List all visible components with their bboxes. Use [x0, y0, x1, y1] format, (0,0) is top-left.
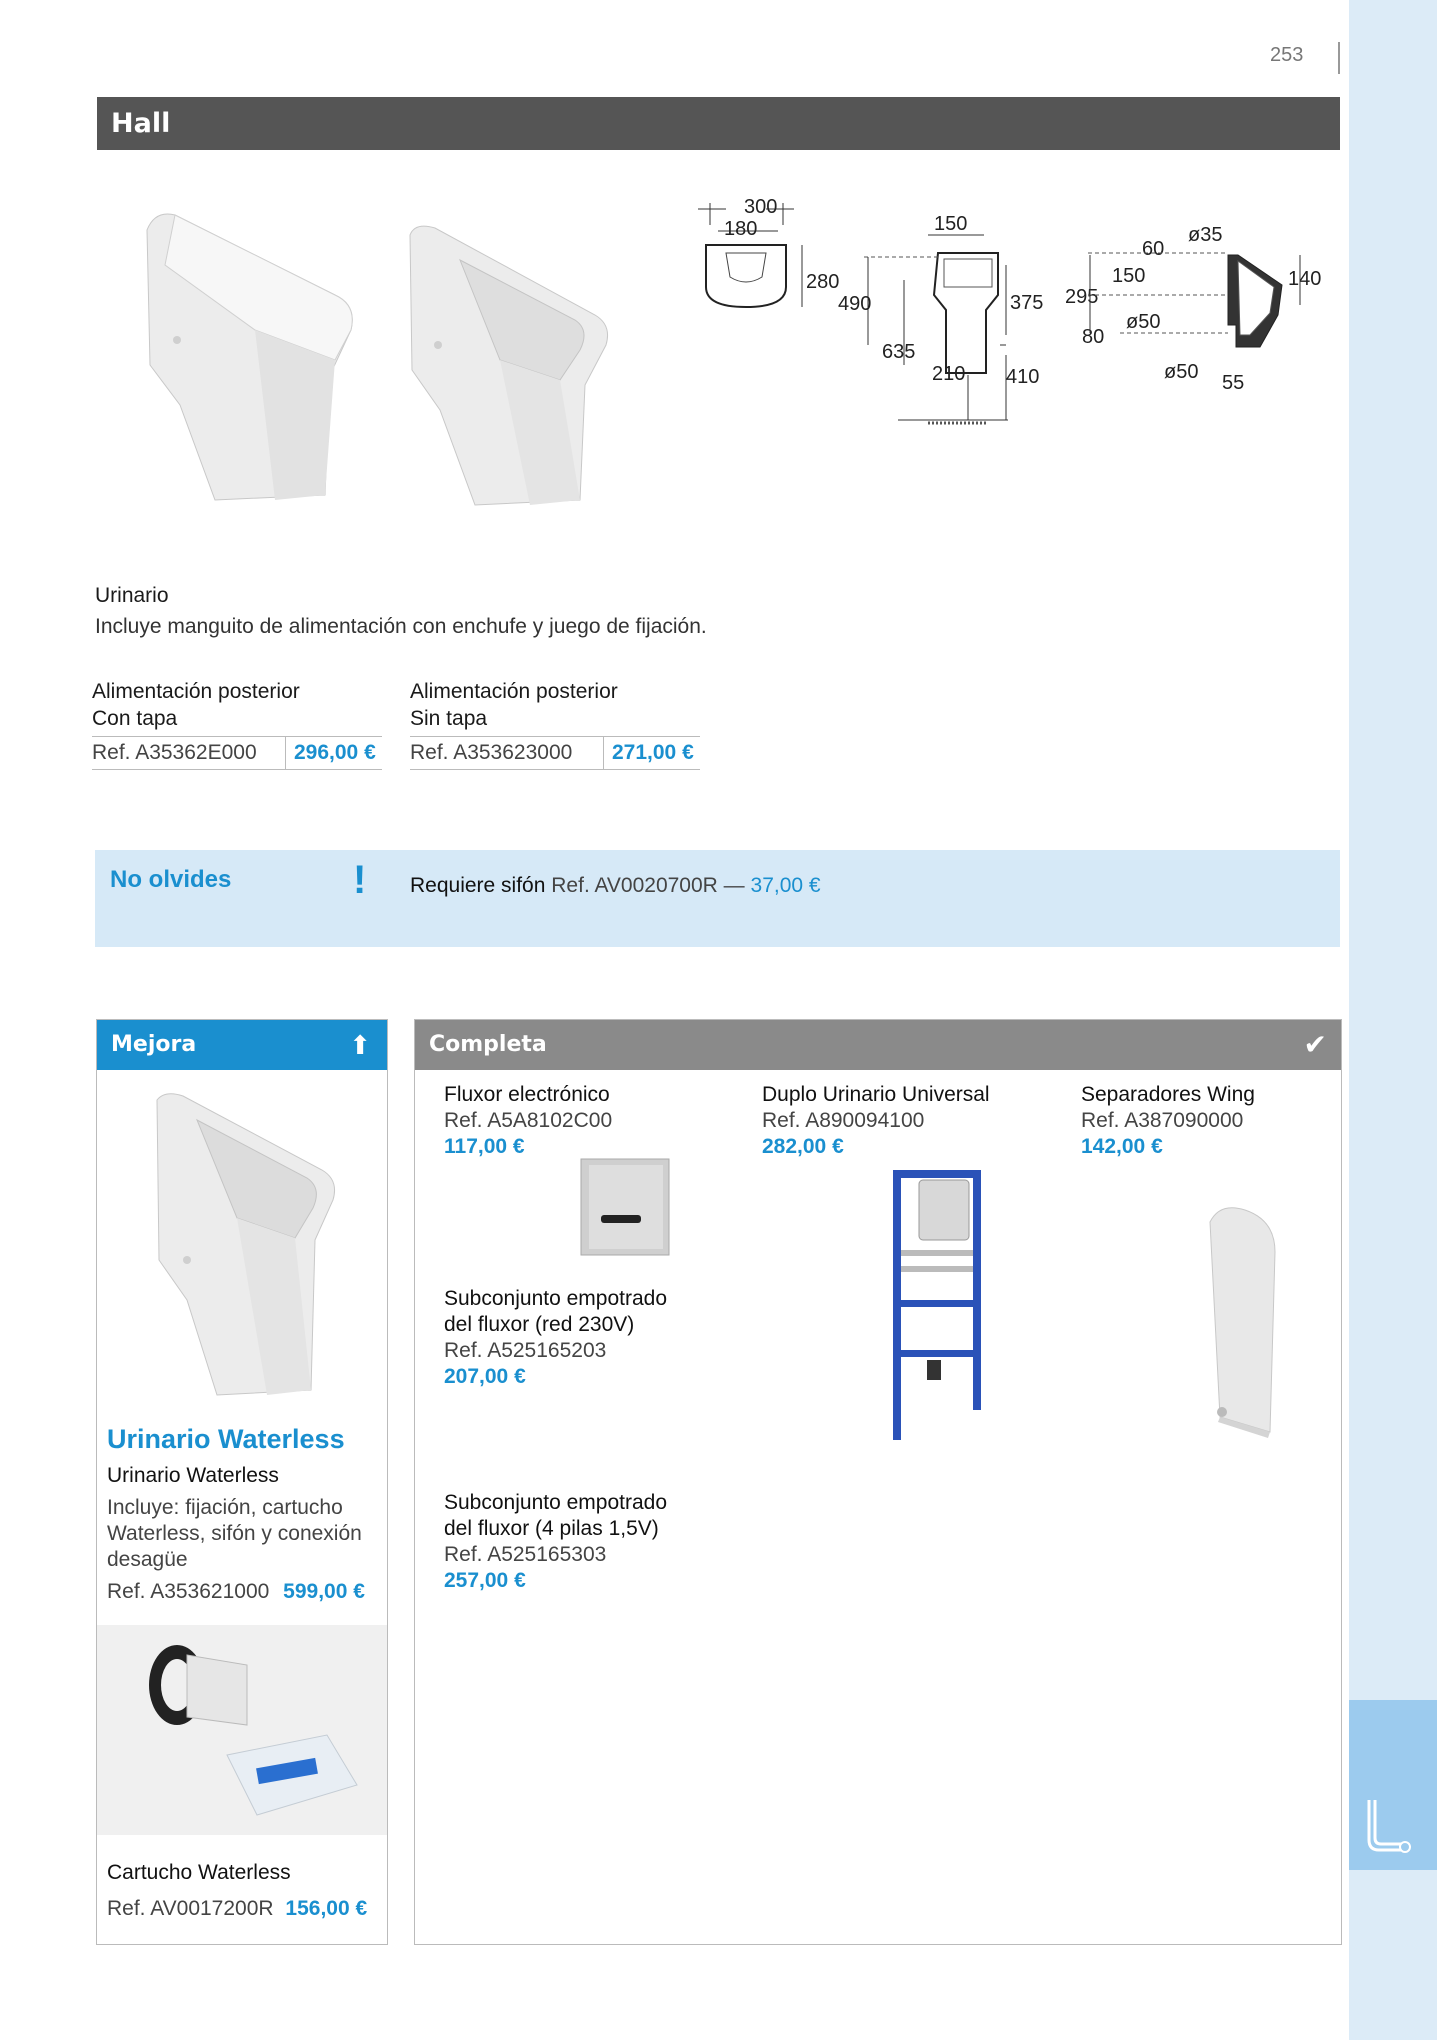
- cartridge-ref: Ref. AV0017200R: [107, 1897, 274, 1920]
- variant-price: 271,00 €: [603, 737, 694, 769]
- dim-55: 55: [1222, 372, 1245, 394]
- accessory-name: Subconjunto empotrado: [444, 1491, 667, 1514]
- accessory-separadores: [1081, 1082, 1331, 1160]
- accessory-name: Fluxor electrónico: [444, 1083, 610, 1106]
- variant-line1: Alimentación posterior: [92, 680, 300, 703]
- reminder-box: [95, 850, 1340, 947]
- page-number: 253: [1270, 44, 1304, 66]
- variant-ref: Ref. A35362E000: [92, 741, 257, 764]
- check-icon: ✔: [1303, 1029, 1327, 1060]
- dim-410: 410: [1006, 366, 1040, 388]
- exclamation-icon: !: [353, 858, 367, 902]
- dim-300: 300: [744, 196, 778, 218]
- section-tab[interactable]: [1349, 1700, 1437, 1870]
- variant-line2: Con tapa: [92, 707, 178, 730]
- product-title: Urinario: [95, 584, 169, 607]
- complete-panel: [414, 1019, 1342, 1945]
- upgrade-product-info: [107, 1463, 382, 1605]
- waterless-urinal-image: [147, 1090, 347, 1400]
- accessory-name: Separadores Wing: [1081, 1083, 1255, 1106]
- upgrade-ref: Ref. A353621000: [107, 1580, 270, 1603]
- accessory-ref: Ref. A525165303: [444, 1543, 607, 1566]
- dim-50b: ø50: [1164, 361, 1199, 383]
- dim-150-front: 150: [934, 213, 968, 235]
- dim-150-side: 150: [1112, 265, 1146, 287]
- page-number-divider: [1338, 42, 1340, 74]
- variant-line1: Alimentación posterior: [410, 680, 618, 703]
- complete-title: Completa: [429, 1032, 547, 1057]
- cartridge-info: [107, 1860, 387, 1922]
- accessory-subconjunto-pilas: [444, 1490, 734, 1594]
- urinal-without-lid-image: [400, 220, 630, 510]
- upgrade-price: 599,00 €: [283, 1580, 365, 1603]
- reminder-bold: Requiere sifón: [410, 874, 546, 897]
- accessory-price: 142,00 €: [1081, 1135, 1163, 1158]
- accessory-subconjunto-230v: [444, 1286, 734, 1390]
- reminder-text: [410, 874, 821, 898]
- variant-line2: Sin tapa: [410, 707, 488, 730]
- accessory-name: Duplo Urinario Universal: [762, 1083, 990, 1106]
- dim-295: 295: [1065, 286, 1099, 308]
- dim-140: 140: [1288, 268, 1322, 290]
- reminder-ref: Ref. AV0020700R —: [551, 874, 745, 897]
- urinal-with-lid-image: [135, 205, 365, 505]
- upgrade-desc-line: Waterless, sifón y conexión: [107, 1522, 362, 1545]
- accessory-name: del fluxor (red 230V): [444, 1313, 635, 1336]
- separator-wing-image: [1190, 1202, 1290, 1442]
- upgrade-header: [97, 1020, 387, 1070]
- product-description: Incluye manguito de alimentación con enchufe y juego de fijación.: [95, 615, 707, 638]
- top-view-drawing: [686, 195, 840, 320]
- accessory-name: Subconjunto empotrado: [444, 1287, 667, 1310]
- accessory-ref: Ref. A525165203: [444, 1339, 607, 1362]
- accessory-price: 117,00 €: [444, 1135, 525, 1158]
- variant-con-tapa: [92, 678, 382, 770]
- accessory-price: 257,00 €: [444, 1569, 526, 1592]
- dim-180: 180: [724, 218, 758, 240]
- variant-sin-tapa: [410, 678, 700, 770]
- dim-375: 375: [1010, 292, 1044, 314]
- dim-35: ø35: [1188, 224, 1223, 246]
- dim-60: 60: [1142, 238, 1165, 260]
- accessory-ref: Ref. A387090000: [1081, 1109, 1244, 1132]
- duplo-frame-image: [875, 1160, 995, 1450]
- accessory-ref: Ref. A890094100: [762, 1109, 925, 1132]
- upgrade-title: Mejora: [111, 1032, 197, 1057]
- accessory-price: 207,00 €: [444, 1365, 526, 1388]
- upgrade-desc-line: desagüe: [107, 1548, 188, 1571]
- accessory-name: del fluxor (4 pilas 1,5V): [444, 1517, 659, 1540]
- upgrade-desc-line: Incluye: fijación, cartucho: [107, 1496, 343, 1519]
- cartridge-name: Cartucho Waterless: [107, 1861, 291, 1884]
- pipe-icon: [1349, 1700, 1437, 1870]
- arrow-up-icon: ⬆: [349, 1030, 371, 1060]
- dim-50a: ø50: [1126, 311, 1161, 333]
- accessory-ref: Ref. A5A8102C00: [444, 1109, 613, 1132]
- dim-80: 80: [1082, 326, 1105, 348]
- section-title: Hall: [111, 108, 171, 139]
- upgrade-panel: [96, 1019, 388, 1945]
- fluxor-image: [577, 1155, 677, 1260]
- variant-price: 296,00 €: [285, 737, 376, 769]
- accessory-price: 282,00 €: [762, 1135, 844, 1158]
- dim-210: 210: [932, 363, 966, 385]
- section-header: [97, 97, 1340, 150]
- reminder-title: No olvides: [110, 866, 232, 893]
- upgrade-product-title: Urinario Waterless: [107, 1424, 345, 1454]
- dim-280: 280: [806, 271, 840, 293]
- complete-header: [415, 1020, 1341, 1070]
- upgrade-product-name: Urinario Waterless: [107, 1464, 279, 1487]
- dim-635: 635: [882, 341, 916, 363]
- accessory-duplo: [762, 1082, 1052, 1160]
- cartridge-kit-image: [97, 1625, 387, 1835]
- cartridge-price: 156,00 €: [285, 1897, 368, 1920]
- reminder-price: 37,00 €: [750, 874, 821, 897]
- variant-ref: Ref. A353623000: [410, 741, 573, 764]
- front-view-drawing: [838, 205, 1044, 430]
- dim-490: 490: [838, 293, 872, 315]
- accessory-fluxor: [444, 1082, 734, 1160]
- side-view-drawing: [1060, 215, 1340, 395]
